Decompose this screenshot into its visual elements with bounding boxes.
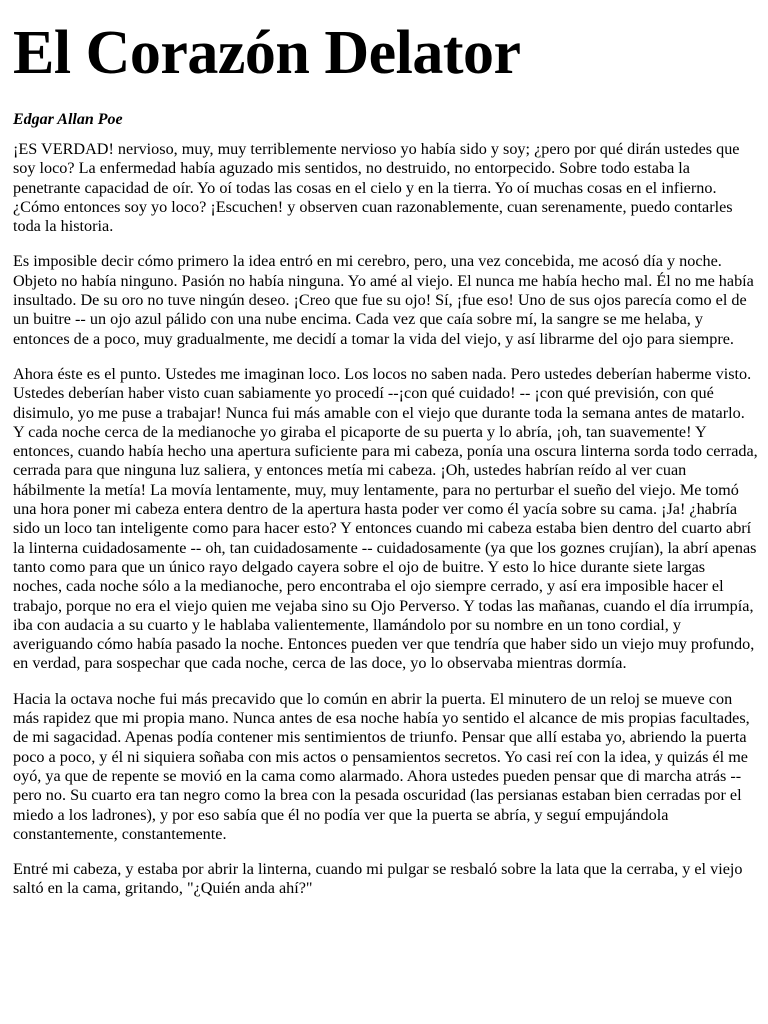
paragraph-4: Hacia la octava noche fui más precavido que lo común en abrir la puerta. El minutero de un reloj se mueve con más rapidez que mi propia mano. Nunca antes de esa noche había yo sentido el alcance de mis propias facultades, de mi sagacidad. Apenas podía contener mis sentimientos de triunfo. Pensar que allí estaba yo, abriendo la puerta poco a poco, y él ni siquiera soñaba con mis actos o pensamientos secretos. Yo casi reí con la idea, y quizás él me oyó, ya que de repente se movió en la cama como alarmado. Ahora ustedes pueden pensar que di marcha atrás -- pero no. Su cuarto era tan negro como la brea con la pesada oscuridad (las persianas estaban bien cerradas por el miedo a los ladrones), y por eso sabía que él no podía ver que la puerta se abría, y seguí empujándola constantemente, constantemente. bbox=[13, 689, 750, 843]
paragraph-2: Es imposible decir cómo primero la idea entró en mi cerebro, pero, una vez concebida, me acosó día y noche. Objeto no había ninguno. Pasión no había ninguna. Yo amé al viejo. El nunca me había hecho mal. Él no me había insultado. De su oro no tuve ningún deseo. ¡Creo que fue su ojo! Sí, ¡fue eso! Uno de sus ojos parecía como el de un buitre -- un ojo azul pálido con una nube encima. Cada vez que caía sobre mí, la sangre se me helaba, y entonces de a poco, muy gradualmente, me decidí a tomar la vida del viejo, y así librarme del ojo para siempre. bbox=[13, 252, 754, 348]
paragraph-5: Entré mi cabeza, y estaba por abrir la linterna, cuando mi pulgar se resbaló sobre la lata que la cerraba, y el viejo saltó en la cama, gritando, "¿Quién anda ahí?" bbox=[13, 860, 743, 898]
story-title: El Corazón Delator bbox=[13, 19, 521, 87]
paragraph-3: Ahora éste es el punto. Ustedes me imaginan loco. Los locos no saben nada. Pero ustedes deberían haberme visto. Ustedes deberían haber visto cuan sabiamente yo procedí --¡con qué cuidado! -- ¡con qué previsión, con qué disimulo, yo me puse a trabajar! Nunca fui más amable con el viejo que durante toda la semana antes de matarlo. Y cada noche cerca de la medianoche yo giraba el picaporte de su puerta y lo abría, ¡oh, tan suavemente! Y entonces, cuando había hecho una apertura suficiente para mi cabeza, ponía una oscura linterna sorda todo cerrada, cerrada para que ninguna luz saliera, y entonces metía mi cabeza. ¡Oh, ustedes habrían reído al ver cuan hábilmente la metía! La movía lentamente, muy, muy lentamente, para no perturbar el sueño del viejo. Me tomó una hora poner mi cabeza entera dentro de la apertura hasta poder ver como él yacía sobre su cama. ¡Ja! ¿habría sido un loco tan inteligente como para hacer esto? Y entonces cuando mi cabeza estaba bien dentro del cuarto abrí la linterna cuidadosamente -- oh, tan cuidadosamente -- cuidadosamente (ya que los goznes crujían), la abrí apenas tanto como para que un único rayo delgado cayera sobre el ojo de buitre. Y esto lo hice durante siete largas noches, cada noche sólo a la medianoche, pero encontraba el ojo siempre cerrado, y así era imposible hacer el trabajo, porque no era el viejo quien me vejaba sino su Ojo Perverso. Y todas las mañanas, cuando el día irrumpía, iba con audacia a su cuarto y le hablaba valientemente, llamándolo por su nombre en un tono cordial, y averiguando cómo había pasado la noche. Entonces pueden ver que tendría que haber sido un viejo muy profundo, en verdad, para sospechar que cada noche, cerca de las doce, yo lo observaba mientras dormía. bbox=[13, 364, 758, 673]
paragraph-1: ¡ES VERDAD! nervioso, muy, muy terriblemente nervioso yo había sido y soy; ¿pero por qué dirán ustedes que soy loco? La enfermedad había aguzado mis sentidos, no destruido, no entorpecido. Sobre todo estaba la penetrante capacidad de oír. Yo oí todas las cosas en el cielo y en la tierra. Yo oí muchas cosas en el infierno. ¿Cómo entonces soy yo loco? ¡Escuchen! y observen cuan razonablemente, cuan serenamente, puedo contarles toda la historia. bbox=[13, 140, 740, 236]
author-name: Edgar Allan Poe bbox=[13, 111, 123, 128]
